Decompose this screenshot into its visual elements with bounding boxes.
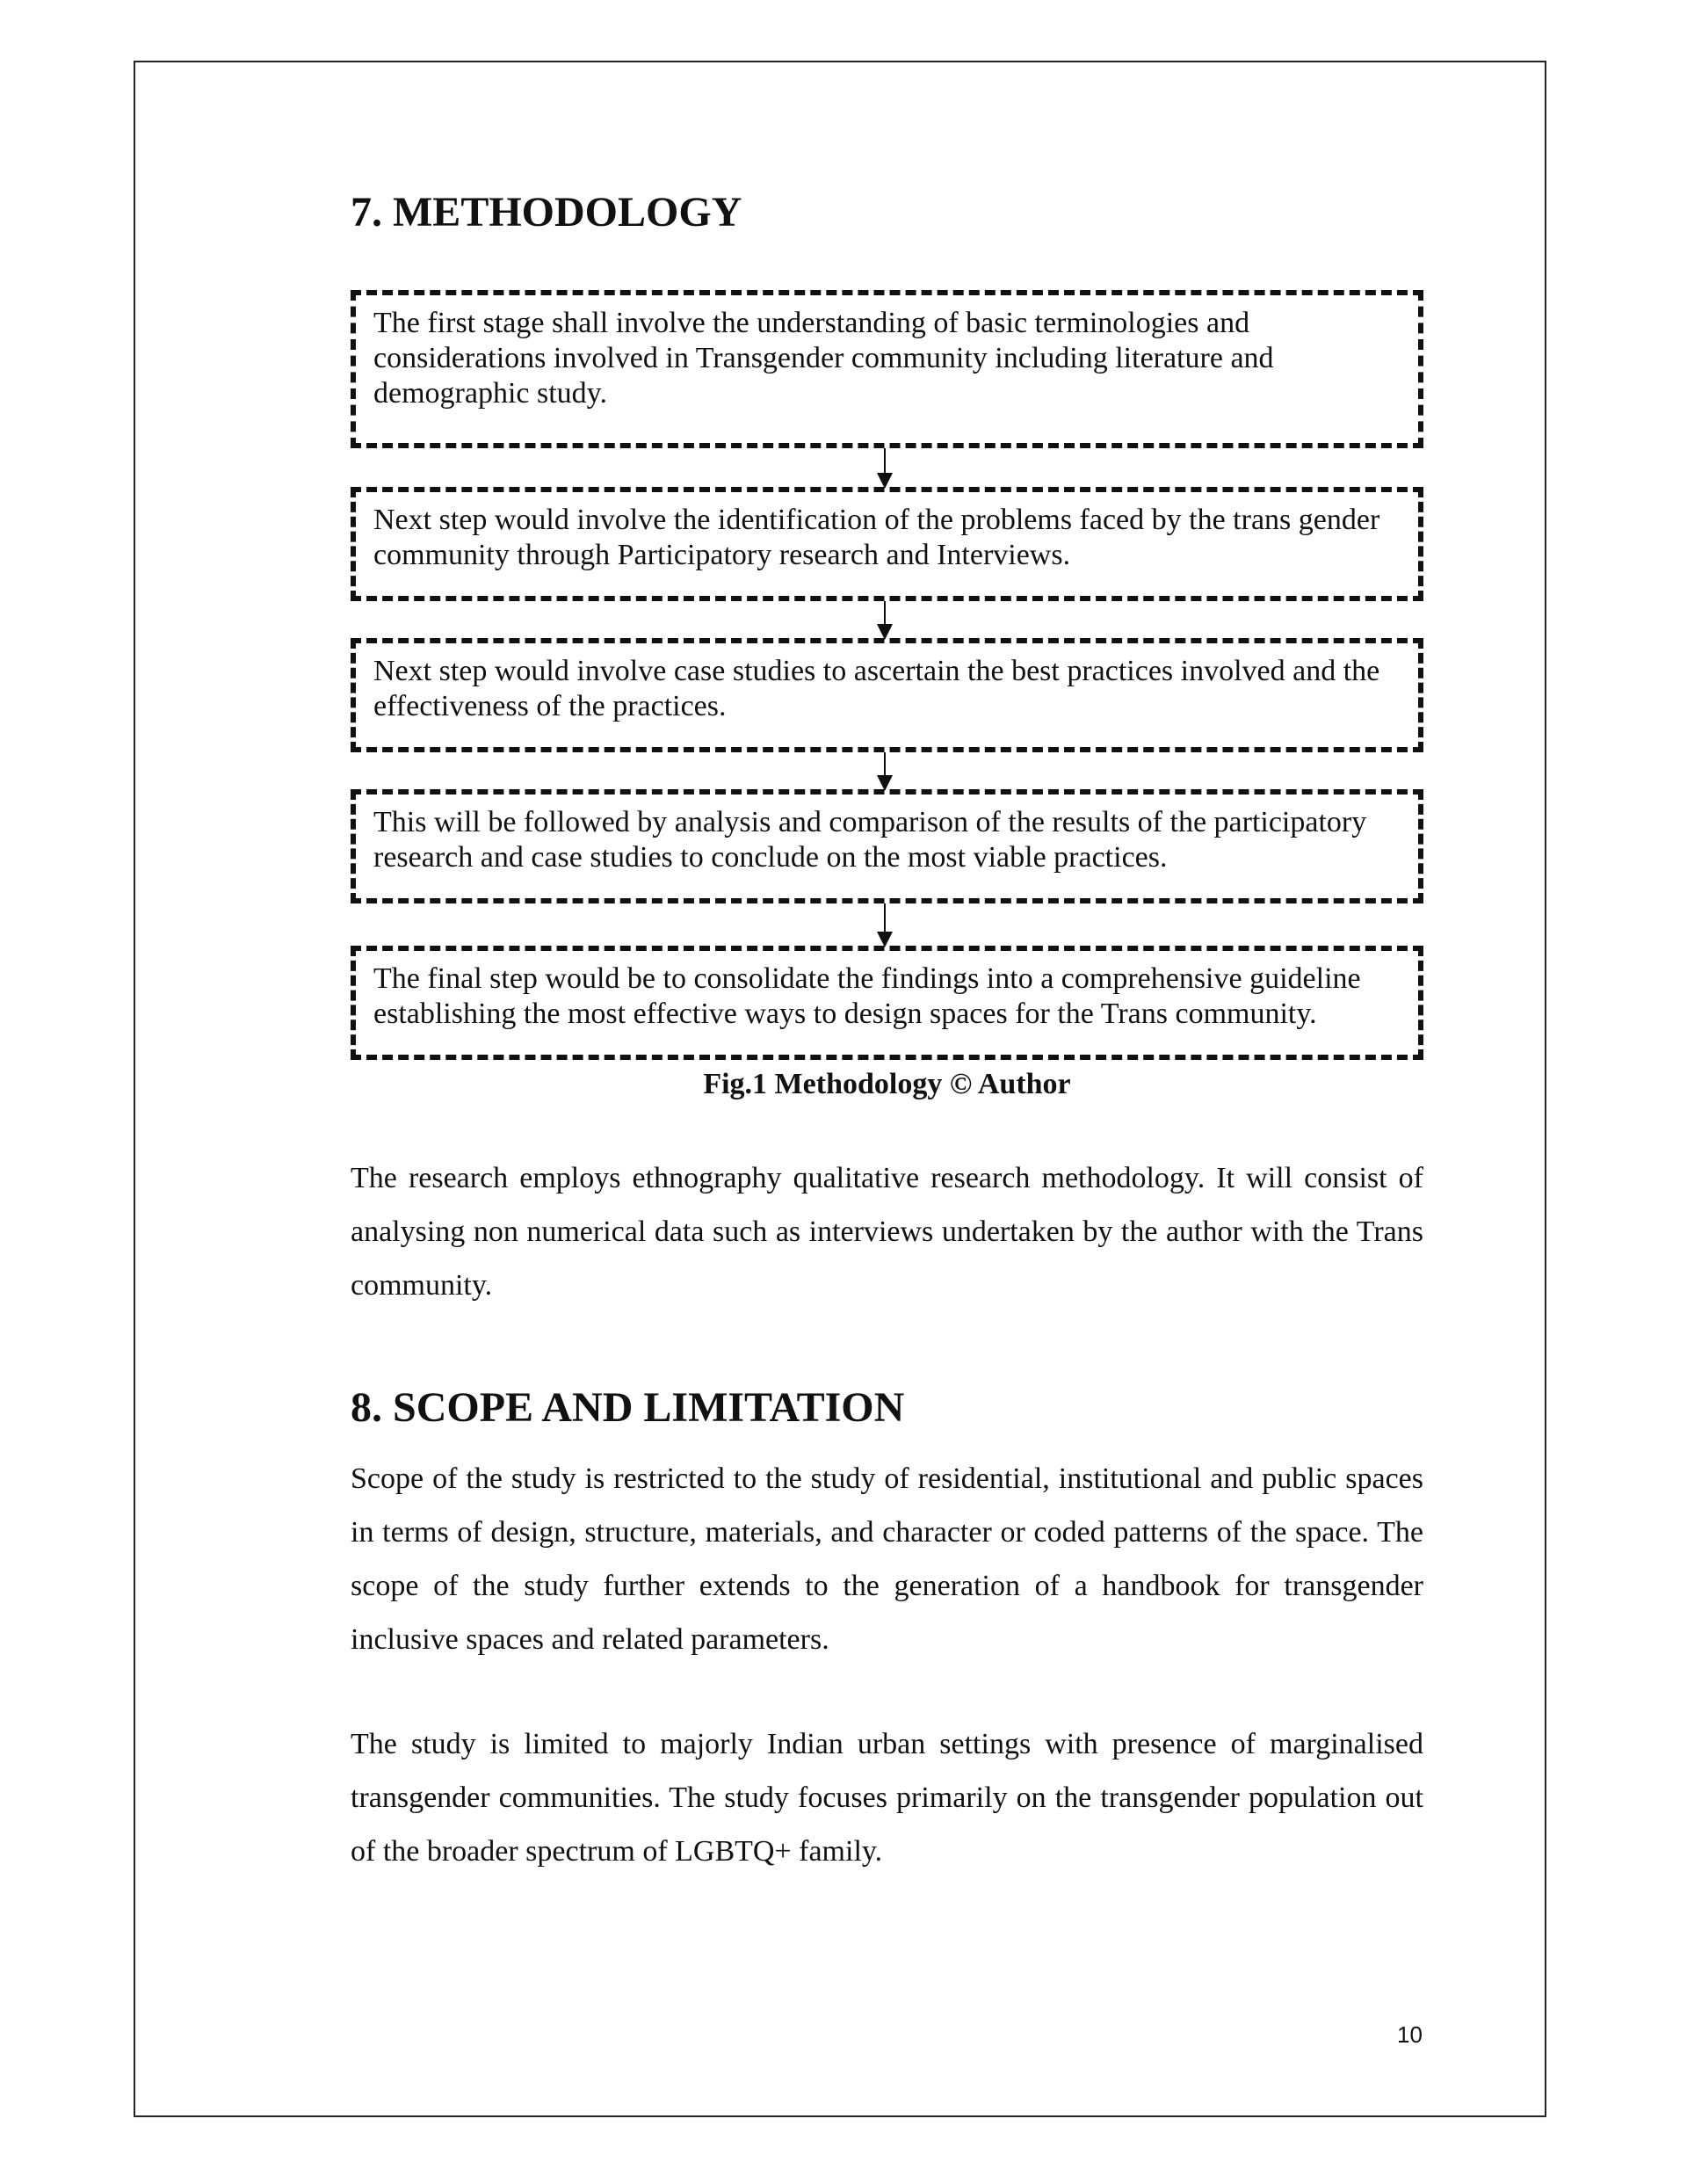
flowchart-step-4: This will be followed by analysis and comparison of the results of the participatory research and case studies to conclude on the most viable practices. <box>351 789 1423 903</box>
section-8-heading: 8. SCOPE AND LIMITATION <box>351 1384 905 1431</box>
limitation-paragraph: The study is limited to majorly Indian urban settings with presence of marginalised transgender communities. The study focuses primarily on the transgender population out of the broader spectrum of LGBTQ+ family. <box>351 1728 1423 1868</box>
flowchart-step-1: The first stage shall involve the understanding of basic terminologies and considerations involved in Transgender community including literature and demographic study. <box>351 290 1423 448</box>
flowchart-step-2: Next step would involve the identification of the problems faced by the trans gender community through Participatory research and Interviews. <box>351 487 1423 601</box>
flowchart-step-5: The final step would be to consolidate the findings into a comprehensive guideline establishing the most effective ways to design spaces for the Trans community. <box>351 946 1423 1060</box>
flow-arrow-down-icon <box>884 601 886 638</box>
scope-paragraph: Scope of the study is restricted to the study of residential, institutional and public spaces in terms of design, structure, materials, and character or coded patterns of the space. The scope of the study further extends to the generation of a handbook for transgender inclusive spaces and related parameters. <box>351 1462 1423 1656</box>
flow-arrow-down-icon <box>884 448 886 487</box>
methodology-paragraph: The research employs ethnography qualitative research methodology. It will consist of analysing non numerical data such as interviews undertaken by the author with the Trans community. <box>351 1162 1423 1302</box>
flowchart-step-3: Next step would involve case studies to ascertain the best practices involved and the effectiveness of the practices. <box>351 638 1423 752</box>
flow-arrow-down-icon <box>884 903 886 946</box>
section-7-heading: 7. METHODOLOGY <box>351 189 742 236</box>
page-number: 10 <box>1397 2021 1423 2048</box>
flow-arrow-down-icon <box>884 752 886 789</box>
figure-caption: Fig.1 Methodology © Author <box>703 1068 1071 1100</box>
